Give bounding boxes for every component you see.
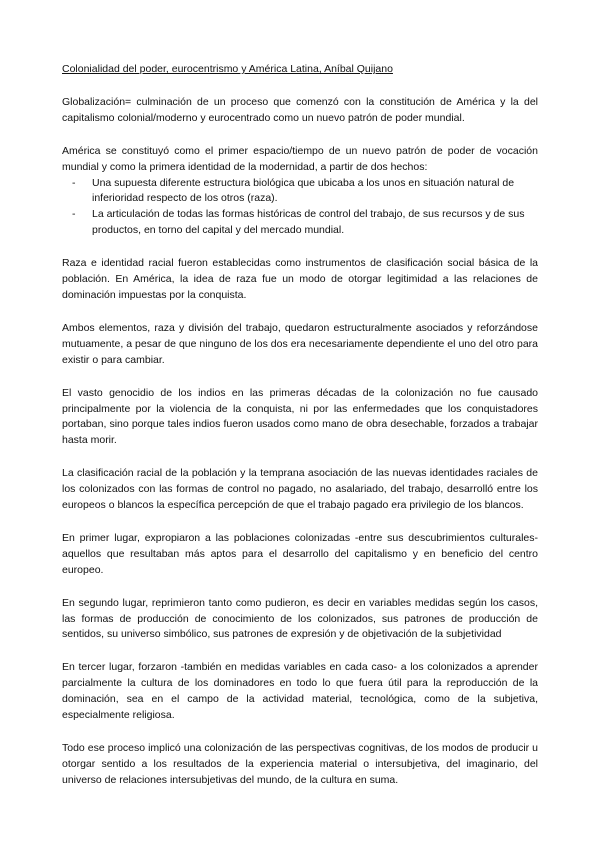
paragraph-primer-lugar: En primer lugar, expropiaron a las poblaciones colonizadas -entre sus descubrimientos culturales- aquellos que resultaban más aptos para el desarrollo del capitalismo y en beneficio del centro europeo. (62, 531, 538, 576)
paragraph-globalizacion: Globalización= culminación de un proceso que comenzó con la constitución de América y la del capitalismo colonial/moderno y eurocentrado como un nuevo patrón de poder mundial. (62, 95, 538, 124)
paragraph-ambos: Ambos elementos, raza y división del trabajo, quedaron estructuralmente asociados y reforzándose mutuamente, a pesar de que ninguno de los dos era necesariamente dependiente el uno del otro para existir o para cambiar. (62, 321, 538, 366)
paragraph-genocidio: El vasto genocidio de los indios en las primeras décadas de la colonización no fue causado principalmente por la violencia de la conquista, ni por las enfermedades que los conquistadores portaban, sino porque tales indios fueron usados como mano de obra desechable, forzados a trabajar hasta morir. (62, 386, 538, 447)
bullet-marker: - (72, 176, 76, 189)
bullet-list (62, 176, 538, 240)
list-item-text: Una supuesta diferente estructura biológica que ubicaba a los unos en situación natural de inferioridad respecto de los otros (raza). (92, 176, 515, 205)
paragraph-raza: Raza e identidad racial fueron establecidas como instrumentos de clasificación social básica de la población. En América, la idea de raza fue un modo de otorgar legitimidad a las relaciones de dominación impuestas por la conquista. (62, 257, 538, 301)
paragraph-tercer-lugar: En tercer lugar, forzaron -también en medidas variables en cada caso- a los colonizados a aprender parcialmente la cultura de los dominadores en todo lo que fuera útil para la reproducción de la dominación, sea en el campo de la actividad material, tecnológica, como de la subjetiva, especialmente religiosa. (62, 661, 538, 722)
paragraph-todo-proceso: Todo ese proceso implicó una colonización de las perspectivas cognitivas, de los modos de producir u otorgar sentido a los resultados de la experiencia material o intersubjetiva, del imaginario, del universo de relaciones intersubjetivas del mundo, de la cultura en suma. (62, 742, 538, 786)
list-item-text: La articulación de todas las formas históricas de control del trabajo, de sus recursos y de sus productos, en torno del capital y del mercado mundial. (92, 208, 525, 237)
document-title: Colonialidad del poder, eurocentrismo y América Latina, Aníbal Quijano (62, 63, 393, 75)
list-item (62, 207, 538, 239)
paragraph-segundo-lugar: En segundo lugar, reprimieron tanto como pudieron, es decir en variables medidas según los casos, las formas de producción de conocimiento de los colonizados, sus patrones de producción de sentidos, su universo simbólico, sus patrones de expresión y de objetivación de la subjetividad (62, 596, 538, 641)
bullet-marker: - (72, 208, 76, 221)
list-item (62, 176, 538, 208)
document-body (62, 62, 538, 806)
paragraph-clasificacion: La clasificación racial de la población y la temprana asociación de las nuevas identidades raciales de los colonizados con las formas de control no pagado, no asalariado, del trabajo, desarrolló entre los europeos o blancos la específica percepción de que el trabajo pagado era privilegio de los blancos. (62, 467, 538, 512)
paragraph-america: América se constituyó como el primer espacio/tiempo de un nuevo patrón de poder de vocación mundial y como la primera identidad de la modernidad, a partir de dos hechos: (62, 144, 538, 173)
